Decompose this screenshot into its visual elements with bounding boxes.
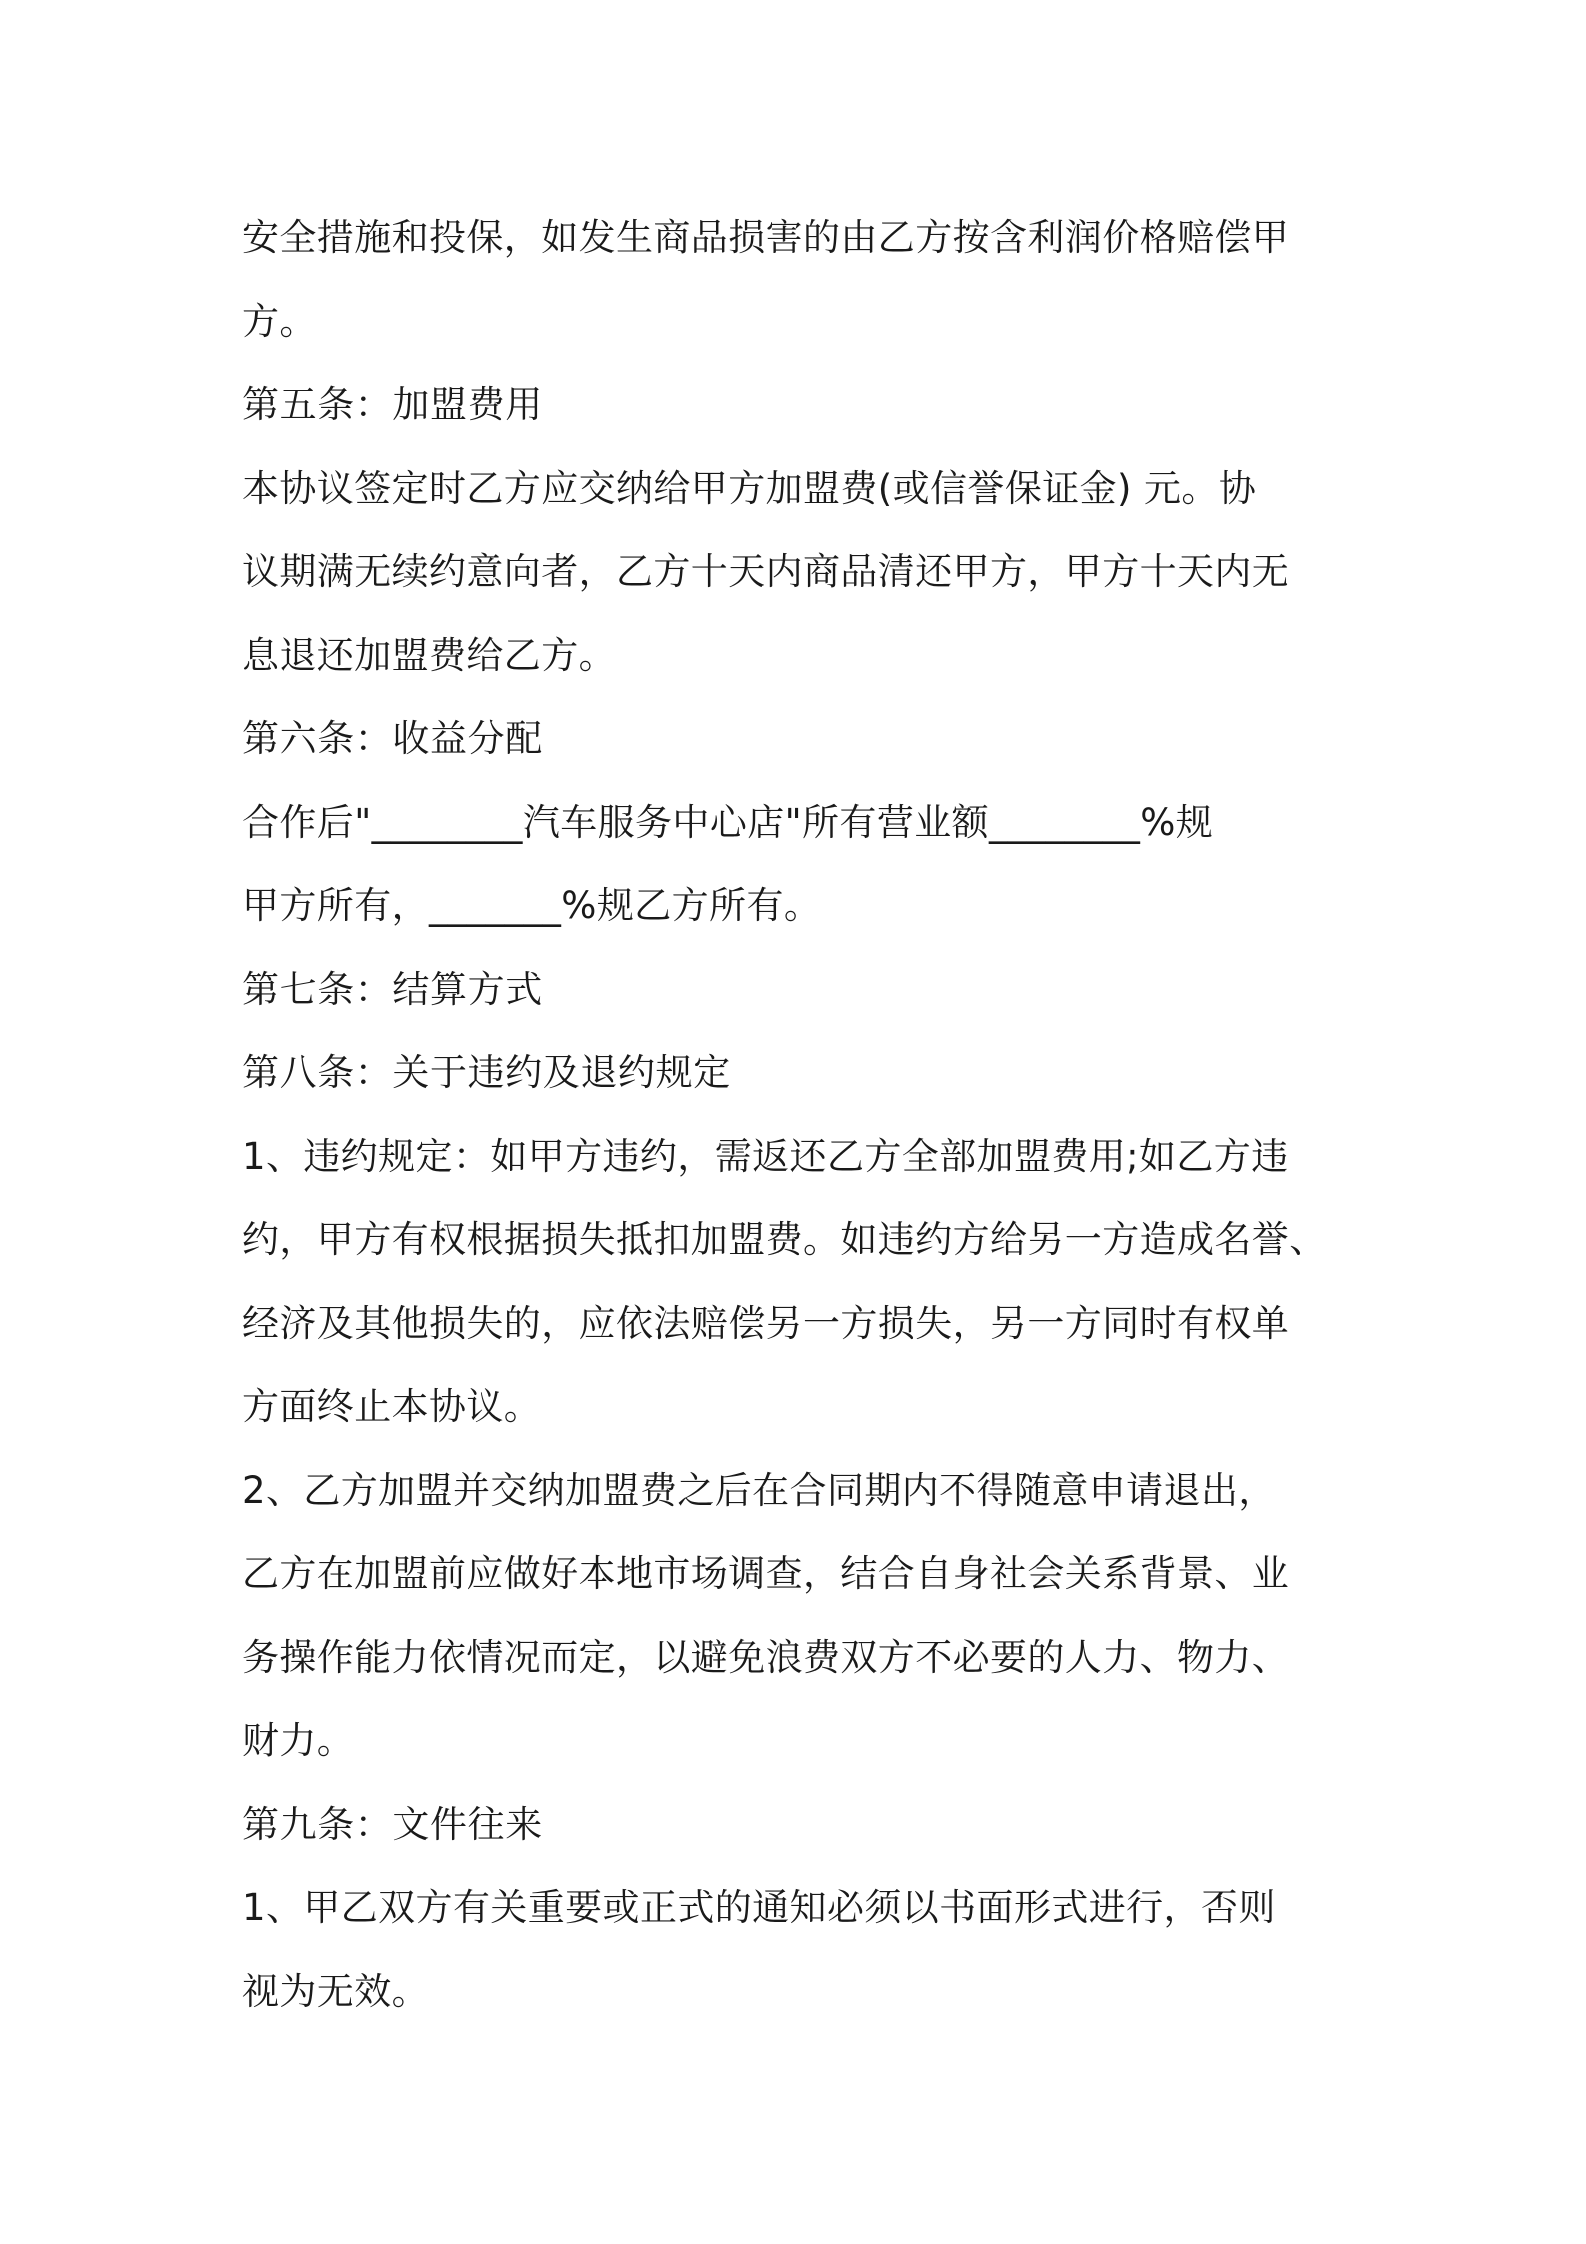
body-text-line: 1、甲乙双方有关重要或正式的通知必须以书面形式进行，否则 <box>242 1886 1276 1929</box>
document-body <box>242 196 1352 2033</box>
body-text-line: 方面终止本协议。 <box>242 1385 542 1428</box>
body-text-line: 合作后"________汽车服务中心店"所有营业额________%规 <box>242 800 1214 844</box>
body-text-line: 安全措施和投保，如发生商品损害的由乙方按含利润价格赔偿甲 <box>242 216 1290 259</box>
body-text-line: 方。 <box>242 299 317 343</box>
body-text-line: 1、违约规定：如甲方违约，需返还乙方全部加盟费用;如乙方违 <box>242 1134 1289 1178</box>
body-text-line: 财力。 <box>242 1719 355 1762</box>
body-text-line: 本协议签定时乙方应交纳给甲方加盟费(或信誉保证金) 元。协 <box>242 466 1257 510</box>
body-text-line: 经济及其他损失的，应依法赔偿另一方损失，另一方同时有权单 <box>242 1301 1290 1345</box>
body-text-line: 务操作能力依情况而定，以避免浪费双方不必要的人力、物力、 <box>242 1635 1290 1679</box>
body-text-line: 2、乙方加盟并交纳加盟费之后在合同期内不得随意申请退出， <box>242 1468 1276 1512</box>
body-text-line: 乙方在加盟前应做好本地市场调查，结合自身社会关系背景、业 <box>242 1552 1290 1595</box>
body-text-line: 约，甲方有权根据损失抵扣加盟费。如违约方给另一方造成名誉、 <box>242 1218 1327 1261</box>
article-heading-9: 第九条：文件往来 <box>242 1802 543 1846</box>
body-text-line: 息退还加盟费给乙方。 <box>242 633 616 677</box>
article-heading-7: 第七条：结算方式 <box>242 967 543 1011</box>
body-text-line: 议期满无续约意向者，乙方十天内商品清还甲方，甲方十天内无 <box>242 550 1290 593</box>
article-heading-5: 第五条：加盟费用 <box>242 383 543 426</box>
body-text-line: 视为无效。 <box>242 1969 429 2013</box>
article-heading-6: 第六条：收益分配 <box>242 717 543 760</box>
body-text-line: 甲方所有，_______%规乙方所有。 <box>242 884 822 927</box>
article-heading-8: 第八条：关于违约及退约规定 <box>242 1051 731 1094</box>
